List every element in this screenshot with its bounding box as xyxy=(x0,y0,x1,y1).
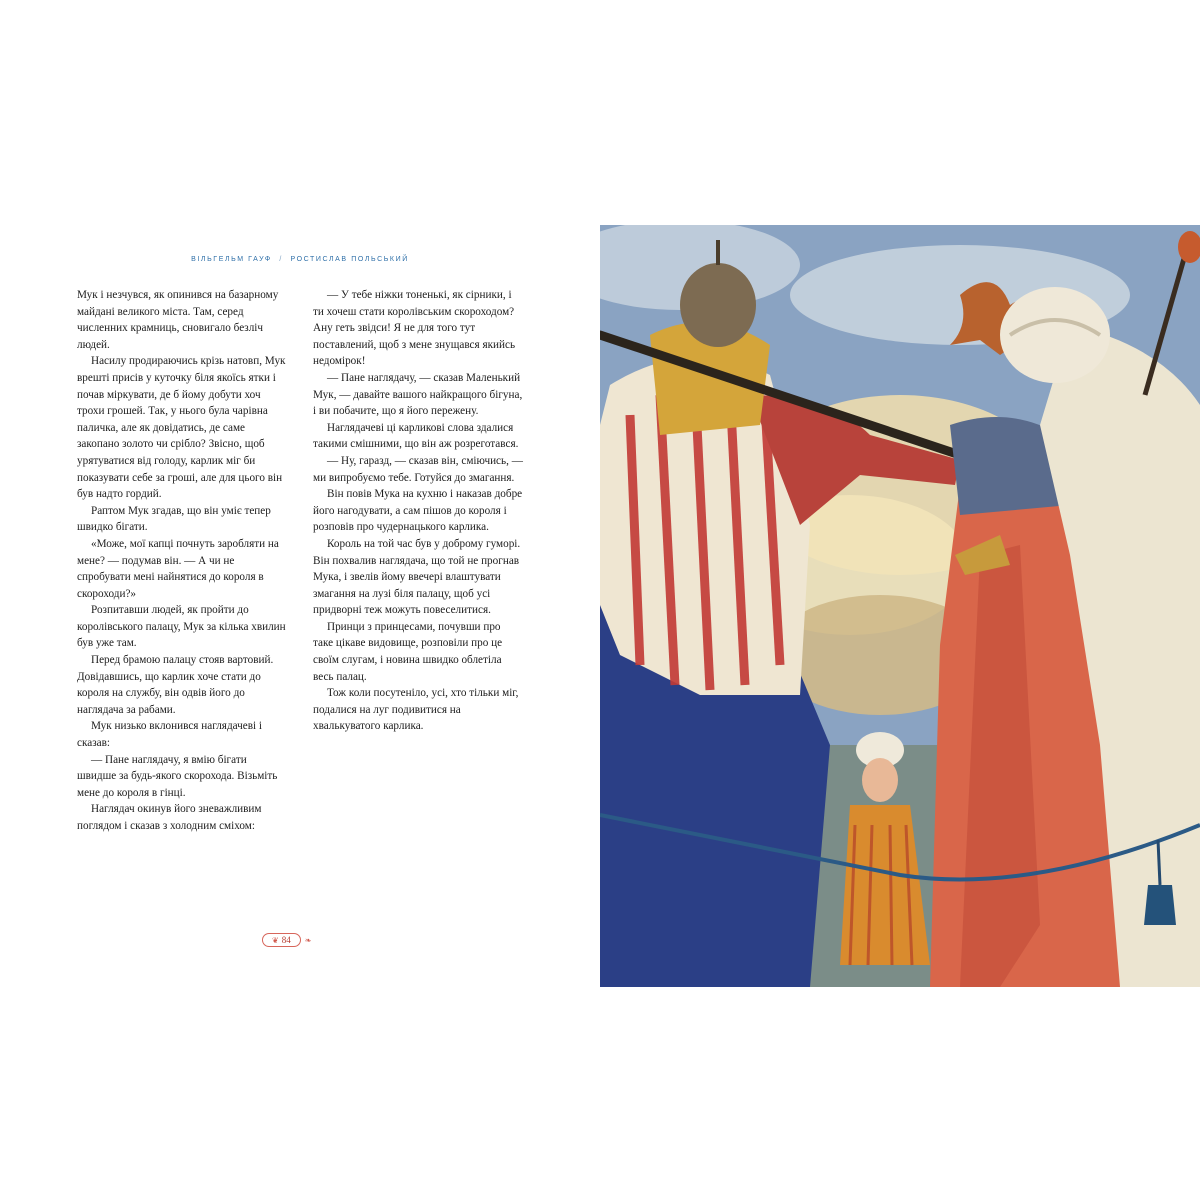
paragraph: Розпитавши людей, як пройти до королівського палацу, Мук за кілька хвилин був уже там. xyxy=(77,604,286,650)
text-column-left xyxy=(77,287,287,835)
ornament-right-icon: ❧ xyxy=(304,935,312,945)
page-number: 84 xyxy=(281,935,291,945)
running-head-author: ВІЛЬГЕЛЬМ ГАУФ xyxy=(191,256,272,263)
paragraph: Він повів Мука на кухню і наказав добре його нагодувати, а сам пішов до короля і розповів про чудернацького карлика. xyxy=(313,488,523,534)
boy-face xyxy=(862,758,898,802)
paragraph: Король на той час був у доброму гуморі. Він похвалив наглядача, що той не прогнав Мука, і звелів йому ввечері влаштувати змагання на лузі біля палацу, щоб усі придворні теж можуть повеселитися. xyxy=(313,537,521,617)
paragraph: Насилу продираючись крізь натовп, Мук врешті присів у куточку біля якоїсь ятки і почав міркувати, де б йому добути хоч трохи грошей. Так, у нього була чарівна паличка, але як довідатись, де саме закопано золото чи срібло? Звісно, щоб урятуватися від голоду, карлик міг би показувати себе за гроші, але для цього він був надто гордий. xyxy=(77,355,286,501)
paragraph: — Пане наглядачу, я вмію бігати швидше за будь-якого скорохода. Візьміть мене до короля в гінці. xyxy=(77,753,278,799)
folio-frame xyxy=(262,933,301,947)
paragraph: Принци з принцесами, почувши про таке цікаве видовище, розповіли про це своїм слугам, і новина швидко облетіла весь палац. xyxy=(313,620,503,683)
tassel-icon xyxy=(1144,885,1176,925)
paragraph: — Пане наглядачу, — сказав Маленький Мук, — давайте вашого найкращого бігуна, і ви побачите, що я його пережену. xyxy=(313,371,523,418)
paragraph: Мук низько вклонився наглядачеві і сказав: xyxy=(77,720,263,750)
text-column-right xyxy=(313,287,523,735)
paragraph: Наглядачеві ці карликові слова здалися такими смішними, що він аж розреготався. xyxy=(313,421,519,451)
running-head-translator: РОСТИСЛАВ ПОЛЬСЬКИЙ xyxy=(290,256,409,263)
tassel-cord xyxy=(1158,840,1160,885)
turban xyxy=(1000,287,1110,383)
running-head xyxy=(0,256,600,263)
paragraph: Наглядач окинув його зневажливим поглядом і сказав з холодним сміхом: xyxy=(77,803,262,832)
paragraph: — Ну, гаразд, — сказав він, сміючись, — ми випробуємо тебе. Готуйся до змагання. xyxy=(313,454,523,484)
helmet xyxy=(680,263,756,347)
illustration-page xyxy=(600,225,1200,987)
page-folio xyxy=(262,930,311,950)
paragraph: Мук і незчувся, як опинився на базарному майдані великого міста. Там, серед численних крамниць, сновигало безліч людей. xyxy=(77,289,279,351)
running-head-separator: / xyxy=(279,256,283,263)
illustration xyxy=(600,225,1200,987)
paragraph: — У тебе ніжки тоненькі, як сірники, і ти хочеш стати королівським скороходом? Ану геть звідси! Я не для того тут поставлений, щоб з мене знущався якийсь недомірок! xyxy=(313,289,516,368)
paragraph: Тож коли посутеніло, усі, хто тільки міг, подалися на луг подивитися на хвалькуватого карлика. xyxy=(313,687,519,733)
paragraph: Перед брамою палацу стояв вартовий. Довідавшись, що карлик хоче стати до короля на службу, він одвів його до наглядача за рабами. xyxy=(77,654,274,716)
paragraph: «Може, мої капці почнуть заробляти на мене? — подумав він. — А чи не спробувати мені найнятися до короля в скороходи?» xyxy=(77,537,279,600)
paragraph: Раптом Мук згадав, що він уміє тепер швидко бігати. xyxy=(77,504,271,534)
ornament-left-icon: ❦ xyxy=(272,935,279,945)
